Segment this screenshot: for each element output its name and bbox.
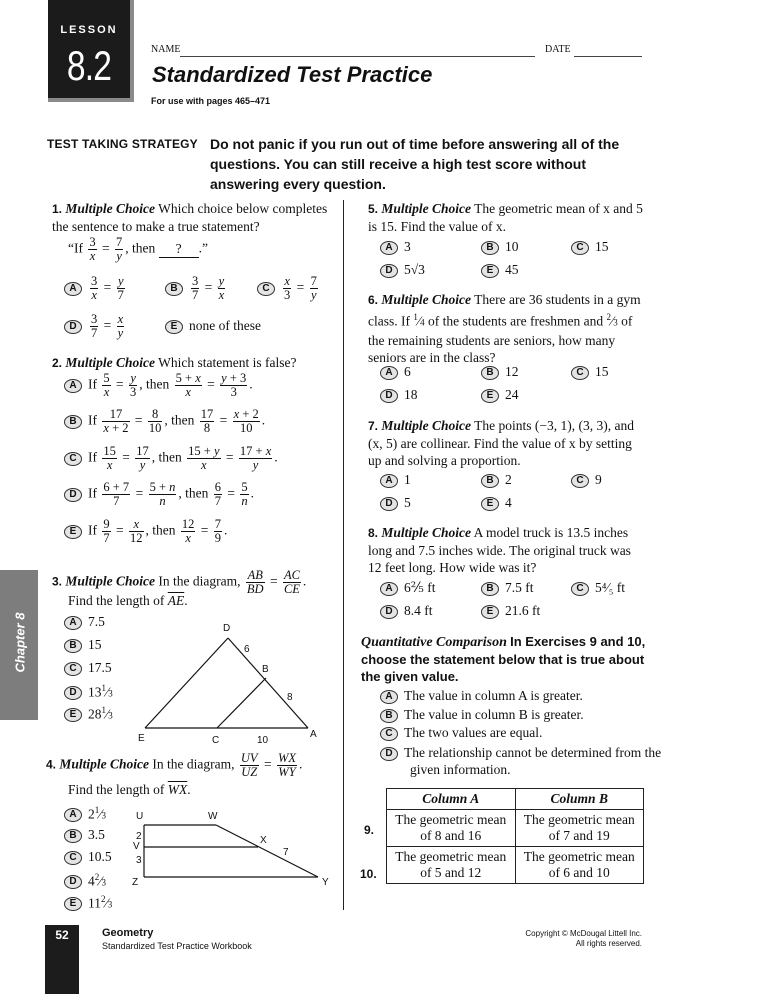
option-text: 24 bbox=[505, 387, 519, 402]
option-text: 15 bbox=[595, 239, 609, 254]
q6-option-c[interactable]: C 15 bbox=[571, 364, 609, 380]
question-number: 2. bbox=[52, 356, 63, 370]
label-a: A bbox=[310, 729, 317, 740]
option-text: 3 bbox=[404, 239, 411, 254]
q3-triangle-diagram bbox=[130, 615, 330, 750]
label-7: 7 bbox=[283, 847, 289, 858]
column-b-header: Column B bbox=[515, 789, 644, 810]
segment-da bbox=[228, 638, 308, 728]
q8-option-b[interactable]: B 7.5 ft bbox=[481, 580, 534, 596]
q4-transversal-diagram bbox=[128, 805, 338, 890]
label-w: W bbox=[208, 811, 218, 822]
question-type: Multiple Choice bbox=[65, 573, 156, 589]
qc-option-a[interactable]: A The value in column A is greater. bbox=[380, 688, 583, 704]
option-text: 7.5 bbox=[88, 614, 105, 629]
q3-option-d[interactable]: D $13^1⁄3$ bbox=[64, 683, 113, 701]
q8-option-e[interactable]: E 21.6 ft bbox=[481, 603, 540, 619]
table-row bbox=[387, 810, 644, 847]
q2-option-c[interactable]: C If $\frac{15}{x}$ = $\frac{17}{y}$ , then $\frac{15 + y}{x}$ = $\frac{17 + x}{y}$ . bbox=[64, 445, 278, 472]
row-10-col-a: The geometric mean of 5 and 12 bbox=[387, 847, 516, 884]
question-8 bbox=[368, 524, 646, 576]
q2-option-a[interactable]: A If $\frac{5}{x}$ = $\frac{y}{3}$ , then $\frac{5 + x}{x}$ = $\frac{y + 3}{3}$ . bbox=[64, 372, 253, 399]
q6-option-a[interactable]: A 6 bbox=[380, 364, 411, 380]
footer-book: Geometry bbox=[102, 927, 154, 939]
question-text: of the students are freshmen and bbox=[428, 313, 604, 329]
q3-option-a[interactable]: A 7.5 bbox=[64, 614, 105, 630]
qc-heading bbox=[361, 633, 646, 685]
question-type: Multiple Choice bbox=[381, 525, 472, 540]
label-d: D bbox=[223, 623, 231, 634]
q3-option-e[interactable]: E $28^1⁄3$ bbox=[64, 705, 113, 723]
row-10-number: 10. bbox=[360, 867, 377, 881]
option-text: 45 bbox=[505, 262, 519, 277]
q2-option-d[interactable]: D If $\frac{6 + 7}{7}$ = $\frac{5 + n}{n}$ , then $\frac{6}{7}$ = $\frac{5}{n}$ . bbox=[64, 481, 254, 508]
footer-copyright bbox=[470, 929, 642, 949]
page-title: Standardized Test Practice bbox=[152, 62, 433, 87]
q4-option-a[interactable]: A $2^1⁄3$ bbox=[64, 805, 106, 823]
question-text: Which statement is false? bbox=[158, 355, 297, 370]
option-text: 10.5 bbox=[88, 849, 112, 864]
question-type: Multiple Choice bbox=[59, 756, 150, 772]
question-5 bbox=[368, 200, 648, 235]
question-text: In the diagram, bbox=[158, 573, 241, 589]
option-text: The relationship cannot be determined from the given information. bbox=[404, 745, 662, 777]
table-header-row bbox=[387, 789, 644, 810]
option-text: 6⅖ ft bbox=[404, 580, 436, 595]
comparison-table bbox=[386, 788, 644, 884]
label-u: U bbox=[136, 811, 144, 822]
q5-option-d[interactable]: D 5√3 bbox=[380, 262, 425, 278]
option-text: 4 bbox=[505, 495, 512, 510]
q5-option-c[interactable]: C 15 bbox=[571, 239, 609, 255]
question-type: Multiple Choice bbox=[65, 355, 156, 370]
q4-option-b[interactable]: B 3.5 bbox=[64, 827, 105, 843]
lesson-block bbox=[48, 0, 134, 102]
question-2 bbox=[52, 354, 297, 372]
question-text: There are 36 students in a gym class. If bbox=[368, 292, 641, 329]
column-divider bbox=[343, 200, 344, 910]
q6-option-d[interactable]: D 18 bbox=[380, 387, 418, 403]
page-subtitle: For use with pages 465–471 bbox=[151, 96, 271, 106]
row-10-col-b: The geometric mean of 6 and 10 bbox=[515, 847, 644, 884]
label-z: Z bbox=[132, 877, 139, 888]
option-text: 2 bbox=[505, 472, 512, 487]
row-9-col-b: The geometric mean of 7 and 19 bbox=[515, 810, 644, 847]
q8-option-d[interactable]: D 8.4 ft bbox=[380, 603, 433, 619]
q8-option-c[interactable]: C 5⁴⁄₅ ft bbox=[571, 580, 625, 596]
label-x: X bbox=[260, 835, 267, 846]
option-text: 15 bbox=[88, 637, 102, 652]
label-c: C bbox=[212, 735, 220, 746]
rights-text: All rights reserved. bbox=[575, 939, 642, 948]
footer-workbook: Standardized Test Practice Workbook bbox=[102, 941, 252, 951]
q6-option-b[interactable]: B 12 bbox=[481, 364, 519, 380]
option-text: The two values are equal. bbox=[404, 725, 543, 740]
strategy-label: TEST TAKING STRATEGY bbox=[47, 137, 198, 151]
label-10: 10 bbox=[257, 735, 269, 746]
option-text: 18 bbox=[404, 387, 418, 402]
q7-option-b[interactable]: B 2 bbox=[481, 472, 512, 488]
question-4: 4. Multiple Choice In the diagram, $\frac{UV}{UZ}$ = $\frac{WX}{WY}$ . bbox=[46, 751, 303, 779]
q2-option-b[interactable]: B If $\frac{17}{x + 2}$ = $\frac{8}{10}$ , then $\frac{17}{8}$ = $\frac{x + 2}{10}$ . bbox=[64, 408, 265, 435]
chapter-tab-label: Chapter 8 bbox=[12, 612, 28, 673]
copyright-text: Copyright © McDougal Littell Inc. bbox=[525, 929, 642, 938]
q1-sentence: “If $\frac{3}{x}$ = $\frac{7}{y}$ , then ? .” bbox=[68, 235, 208, 263]
option-text: The value in column A is greater. bbox=[404, 688, 583, 703]
q3-find: Find the length of $\overline{AE}$. bbox=[68, 593, 188, 608]
segment-cb bbox=[217, 678, 266, 728]
qc-option-b[interactable]: B The value in column B is greater. bbox=[380, 707, 584, 723]
segment-label: $\overline{AE}$ bbox=[167, 593, 185, 608]
question-7 bbox=[368, 417, 646, 469]
question-number: 7. bbox=[368, 419, 379, 433]
segment-ed bbox=[145, 638, 228, 728]
find-text: Find the length of bbox=[68, 593, 165, 608]
q4-option-e[interactable]: E $11^2⁄3$ bbox=[64, 894, 112, 912]
option-text: 5√3 bbox=[404, 262, 425, 277]
q7-option-d[interactable]: D 5 bbox=[380, 495, 411, 511]
option-text: 21.6 ft bbox=[505, 603, 541, 618]
option-text: 15 bbox=[595, 364, 609, 379]
q1-option-a[interactable]: A $\frac{3}{x}$ = $\frac{y}{7}$ bbox=[64, 275, 127, 302]
option-text: 1 bbox=[404, 472, 411, 487]
q4-find: Find the length of $\overline{WX}$. bbox=[68, 782, 191, 797]
question-number: 6. bbox=[368, 293, 379, 307]
q3-option-c[interactable]: C 17.5 bbox=[64, 660, 112, 676]
strategy-text: Do not panic if you run out of time before answering all of the questions. You can still receive a high test score without answering every question. bbox=[210, 136, 620, 192]
question-text: of the remaining students are seniors, how many seniors are in the class? bbox=[368, 313, 633, 365]
q1-option-c[interactable]: C $\frac{x}{3}$ = $\frac{7}{y}$ bbox=[257, 275, 320, 302]
q4-option-c[interactable]: C 10.5 bbox=[64, 849, 112, 865]
question-type: Multiple Choice bbox=[381, 292, 472, 307]
question-6: 6. Multiple Choice There are 36 students in a gym class. If $^1$⁄4 of the students are freshmen and $^2$⁄3 of the remaining students are seniors, how many seniors are in the class? bbox=[368, 292, 641, 365]
label-y: Y bbox=[322, 877, 329, 888]
label-v: V bbox=[133, 841, 140, 852]
question-type: Multiple Choice bbox=[381, 201, 472, 216]
q1-option-e[interactable]: E none of these bbox=[165, 318, 261, 334]
qc-title: Quantitative Comparison bbox=[361, 635, 507, 650]
q1-option-d[interactable]: D $\frac{3}{7}$ = $\frac{x}{y}$ bbox=[64, 313, 126, 340]
q8-option-a[interactable]: A 6⅖ ft bbox=[380, 580, 435, 596]
option-text: 5⁴⁄₅ ft bbox=[595, 580, 626, 595]
lesson-number: 8.2 bbox=[66, 42, 112, 89]
question-text: A model truck is 13.5 inches long and 7.5 inches wide. The original truck was 12 feet long. How wide was it? bbox=[368, 525, 631, 575]
question-text: In the diagram, bbox=[152, 756, 235, 772]
label-e: E bbox=[138, 733, 145, 744]
q5-option-b[interactable]: B 10 bbox=[481, 239, 519, 255]
name-label: NAME bbox=[151, 44, 181, 55]
question-number: 1. bbox=[52, 202, 63, 216]
date-label: DATE bbox=[545, 44, 571, 55]
qc-instructions: In Exercises 9 and 10, choose the statement below that is true about the given value. bbox=[361, 634, 646, 684]
option-text: none of these bbox=[189, 318, 261, 333]
label-2: 2 bbox=[136, 831, 142, 842]
question-text: Which choice below completes the sentence to make a true statement? bbox=[52, 201, 328, 234]
option-text: 5 bbox=[404, 495, 411, 510]
column-a-header: Column A bbox=[387, 789, 516, 810]
name-field[interactable] bbox=[180, 44, 535, 57]
label-8: 8 bbox=[287, 692, 293, 703]
option-text: 7.5 ft bbox=[505, 580, 534, 595]
label-6: 6 bbox=[244, 644, 250, 655]
segment-label: $\overline{WX}$ bbox=[167, 782, 188, 797]
option-text: 12 bbox=[505, 364, 519, 379]
label-b: B bbox=[262, 664, 269, 675]
q7-option-a[interactable]: A 1 bbox=[380, 472, 411, 488]
q5-option-e[interactable]: E 45 bbox=[481, 262, 519, 278]
date-field[interactable] bbox=[574, 44, 642, 57]
q7-option-e[interactable]: E 4 bbox=[481, 495, 512, 511]
option-text: 9 bbox=[595, 472, 602, 487]
q1-option-b[interactable]: B $\frac{3}{7}$ = $\frac{y}{x}$ bbox=[165, 275, 227, 302]
table-row bbox=[387, 847, 644, 884]
segment-wy bbox=[216, 825, 318, 877]
qc-option-c[interactable]: C The two values are equal. bbox=[380, 725, 542, 741]
row-9-number: 9. bbox=[364, 823, 375, 837]
qc-option-d[interactable]: D The relationship cannot be determined from the given information. bbox=[380, 744, 670, 778]
lesson-word: LESSON bbox=[60, 24, 118, 36]
question-type: Multiple Choice bbox=[65, 201, 156, 216]
q4-option-d[interactable]: D $4^2⁄3$ bbox=[64, 872, 106, 890]
option-text: 3.5 bbox=[88, 827, 105, 842]
option-text: 17.5 bbox=[88, 660, 112, 675]
page-number: 52 bbox=[55, 928, 69, 942]
option-text: The value in column B is greater. bbox=[404, 707, 584, 722]
label-3: 3 bbox=[136, 855, 142, 866]
q6-option-e[interactable]: E 24 bbox=[481, 387, 519, 403]
question-number: 5. bbox=[368, 202, 379, 216]
question-text: The points (−3, 1), (3, 3), and (x, 5) are collinear. Find the value of x by setting up and solving a proportion. bbox=[368, 418, 635, 468]
row-9-col-a: The geometric mean of 8 and 16 bbox=[387, 810, 516, 847]
question-text: The geometric mean of x and 5 is 15. Find the value of x. bbox=[368, 201, 643, 234]
option-text: 6 bbox=[404, 364, 411, 379]
question-1 bbox=[52, 200, 337, 235]
question-number: 3. bbox=[52, 574, 63, 589]
option-text: 10 bbox=[505, 239, 519, 254]
find-text: Find the length of bbox=[68, 782, 165, 797]
question-3: 3. Multiple Choice In the diagram, $\frac{AB}{BD}$ = $\frac{AC}{CE}$ . bbox=[52, 568, 307, 596]
q7-option-c[interactable]: C 9 bbox=[571, 472, 602, 488]
question-number: 4. bbox=[46, 757, 57, 772]
question-type: Multiple Choice bbox=[381, 418, 472, 433]
q5-option-a[interactable]: A 3 bbox=[380, 239, 411, 255]
option-text: 8.4 ft bbox=[404, 603, 433, 618]
q3-option-b[interactable]: B 15 bbox=[64, 637, 102, 653]
question-number: 8. bbox=[368, 526, 379, 540]
q2-option-e[interactable]: E If $\frac{9}{7}$ = $\frac{x}{12}$ , then $\frac{12}{x}$ = $\frac{7}{9}$ . bbox=[64, 518, 227, 545]
